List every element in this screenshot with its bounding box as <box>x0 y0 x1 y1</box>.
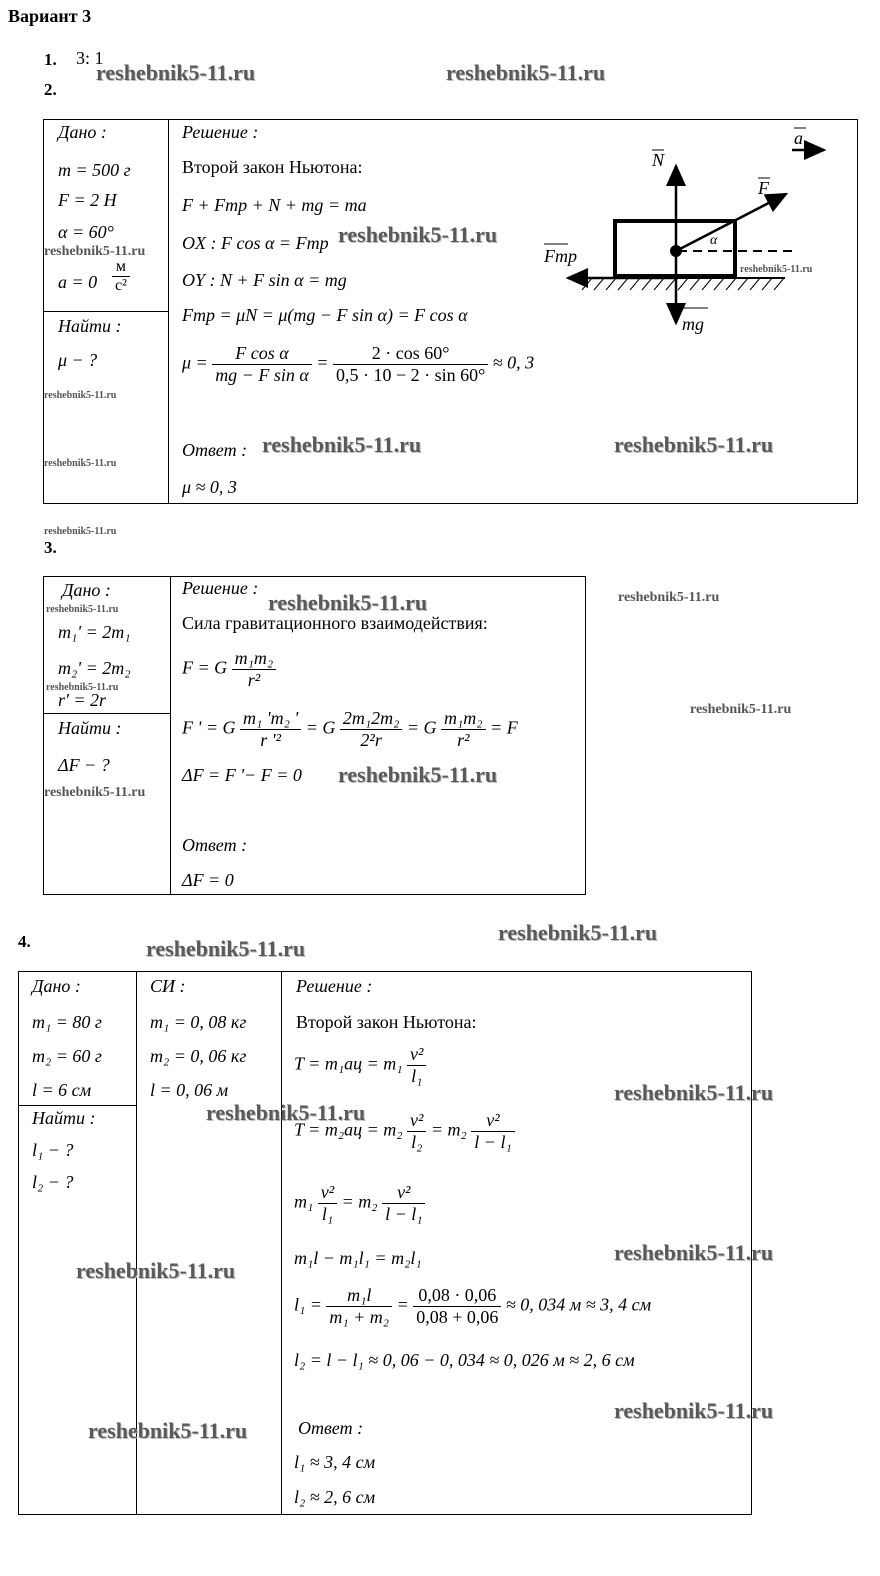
task3-given-separator <box>43 713 170 714</box>
task4-answer-l2: l₂ ≈ 2, 6 см <box>294 1487 376 1507</box>
task1-answer: 3: 1 <box>76 48 104 68</box>
task4-si-l: l = 0, 06 м <box>150 1080 229 1100</box>
task3-given-m2: m₂' = 2m₂ <box>58 658 131 678</box>
label-Ftr: Fтр <box>544 246 577 266</box>
task2-given-separator <box>43 311 168 312</box>
task4-number: 4. <box>18 932 31 951</box>
task3-divider <box>170 576 171 895</box>
watermark: reshebnik5-11.ru <box>262 432 422 457</box>
task4-line-newton: Второй закон Ньютона: <box>296 1012 477 1032</box>
watermark: reshebnik5-11.ru <box>206 1100 366 1125</box>
label-a: a <box>794 128 803 148</box>
task3-answer: ΔF = 0 <box>182 870 234 890</box>
watermark: reshebnik5-11.ru <box>614 1080 774 1105</box>
page-title: Вариант 3 <box>8 6 92 26</box>
task2-line-ox: OX : F cos α = Fтр <box>182 233 329 253</box>
watermark-small: reshebnik5-11.ru <box>44 244 146 259</box>
task4-find-l2: l₂ − ? <box>32 1172 74 1192</box>
watermark: reshebnik5-11.ru <box>268 590 428 615</box>
ground-hatching <box>582 278 784 290</box>
center-point <box>670 245 682 257</box>
task3-answer-label: Ответ : <box>182 835 248 855</box>
watermark-small: reshebnik5-11.ru <box>44 785 146 800</box>
task4-eq-l1: l₁ = $\frac{\text{m₁l}}{\text{m₁ + m₂}}$ = $\frac{0,08 \cdot 0,06}{0,08 + 0,06}$ ≈ 0, 034 м ≈ 3, 4 см <box>294 1285 652 1327</box>
task2-answer-label: Ответ : <box>182 440 248 460</box>
label-F: F <box>758 178 769 198</box>
watermark: reshebnik5-11.ru <box>338 762 498 787</box>
task2-number: 2. <box>44 80 57 99</box>
watermark: reshebnik5-11.ru <box>614 1398 774 1423</box>
task2-given-mass: m = 500 г <box>58 160 131 180</box>
task4-find-l1: l₁ − ? <box>32 1140 74 1160</box>
watermark-small: reshebnik5-11.ru <box>618 590 720 605</box>
task2-line-oy: OY : N + F sin α = mg <box>182 270 347 290</box>
task3-given-r: r' = 2r <box>58 690 107 710</box>
watermark-small: reshebnik5-11.ru <box>44 526 117 537</box>
watermark-small: reshebnik5-11.ru <box>690 702 792 717</box>
watermark-small: reshebnik5-11.ru <box>46 682 119 693</box>
task3-given-label: Дано : <box>62 580 111 600</box>
task3-formula-F: F = G $\frac{\text{m₁m₂}}{\text{r²}}$ <box>182 648 276 691</box>
task2-solution-label: Решение : <box>182 122 259 142</box>
task3-given-m1: m₁' = 2m₁ <box>58 622 131 642</box>
task3-find-label: Найти : <box>58 718 122 738</box>
watermark-small: reshebnik5-11.ru <box>46 604 119 615</box>
watermark: reshebnik5-11.ru <box>614 1240 774 1265</box>
task1-number: 1. <box>44 50 57 69</box>
task4-given-separator <box>18 1105 136 1106</box>
watermark: reshebnik5-11.ru <box>146 936 306 961</box>
task4-eq-T1: T = m₁aц = m₁ $\frac{\text{v²}}{\text{l₁}}$ <box>294 1044 426 1087</box>
watermark: reshebnik5-11.ru <box>446 60 606 85</box>
task3-line-gravity: Сила гравитационного взаимодействия: <box>182 613 488 633</box>
task2-force-diagram <box>540 120 840 340</box>
watermark: reshebnik5-11.ru <box>76 1258 236 1283</box>
label-alpha: α <box>710 233 718 248</box>
task4-si-label: СИ : <box>150 976 186 996</box>
task2-given-acceleration: a = 0 <box>58 272 98 292</box>
task2-given-label: Дано : <box>58 122 107 142</box>
task2-line-friction: Fтр = μN = μ(mg − F sin α) = F cos α <box>182 305 468 325</box>
watermark-small: reshebnik5-11.ru <box>44 390 117 401</box>
task2-unit: $\frac{м}{\text{с²}}$ <box>112 258 130 295</box>
watermark: reshebnik5-11.ru <box>498 920 658 945</box>
task4-given-m1: m₁ = 80 г <box>32 1012 102 1032</box>
task2-line-newton: Второй закон Ньютона: <box>182 157 363 177</box>
task4-given-label: Дано : <box>32 976 81 996</box>
task4-eq-T2: T = m₂aц = m₂ $\frac{\text{v²}}{\text{l₂}}$ = m₂ $\frac{\text{v²}}{\text{l − l₁}}$ <box>294 1110 515 1153</box>
task3-number: 3. <box>44 538 57 557</box>
task2-find: μ − ? <box>58 350 98 370</box>
task4-eq-equality: m₁ $\frac{\text{v²}}{\text{l₁}}$ = m₂ $\frac{\text{v²}}{\text{l − l₁}}$ <box>294 1182 425 1225</box>
watermark: reshebnik5-11.ru <box>614 432 774 457</box>
task2-answer: μ ≈ 0, 3 <box>182 477 237 497</box>
watermark-small: reshebnik5-11.ru <box>740 264 813 275</box>
task4-eq-linear: m₁l − m₁l₁ = m₂l₁ <box>294 1248 422 1268</box>
task2-given-angle: α = 60° <box>58 222 114 242</box>
task4-solution-label: Решение : <box>296 976 373 996</box>
task2-divider <box>168 119 169 504</box>
task2-line-mu: μ = $\frac{\text{F cos α}}{\text{mg − F sin α}}$ = $\frac{2 \cdot \cos 60^\circ}{0,5 \cdot 10 - 2 \cdot \sin 60^\circ}$ ≈ 0, 3 <box>182 343 535 385</box>
task2-given-force: F = 2 Н <box>58 190 117 210</box>
label-mg: mg <box>682 314 704 334</box>
task2-find-label: Найти : <box>58 316 122 336</box>
task4-answer-label: Ответ : <box>298 1418 364 1438</box>
task3-formula-F-prime: F ' = G $\frac{\text{m₁ 'm₂ '}}{\text{r '²}}$ = G $\frac{\text{2m₁2m₂}}{\text{2²r}}$ = G $\frac{\text{m₁m₂}}{\text{r²}}$ = F <box>182 708 518 750</box>
task4-find-label: Найти : <box>32 1108 96 1128</box>
task4-si-m2: m₂ = 0, 06 кг <box>150 1046 247 1066</box>
task4-given-l: l = 6 см <box>32 1080 92 1100</box>
task4-eq-l2: l₂ = l − l₁ ≈ 0, 06 − 0, 034 ≈ 0, 026 м ≈ 2, 6 см <box>294 1350 635 1370</box>
task3-find: ΔF − ? <box>58 755 110 775</box>
label-N: N <box>652 150 665 170</box>
task4-divider-solution <box>281 971 282 1515</box>
task4-given-m2: m₂ = 60 г <box>32 1046 102 1066</box>
watermark-small: reshebnik5-11.ru <box>44 458 117 469</box>
watermark: reshebnik5-11.ru <box>96 60 256 85</box>
watermark: reshebnik5-11.ru <box>338 222 498 247</box>
task4-si-m1: m₁ = 0, 08 кг <box>150 1012 247 1032</box>
task3-delta-F: ΔF = F '− F = 0 <box>182 765 302 785</box>
task2-line-vector: F + Fтр + N + mg = ma <box>182 195 367 215</box>
task4-answer-l1: l₁ ≈ 3, 4 см <box>294 1452 376 1472</box>
task3-solution-label: Решение : <box>182 578 259 598</box>
watermark: reshebnik5-11.ru <box>88 1418 248 1443</box>
